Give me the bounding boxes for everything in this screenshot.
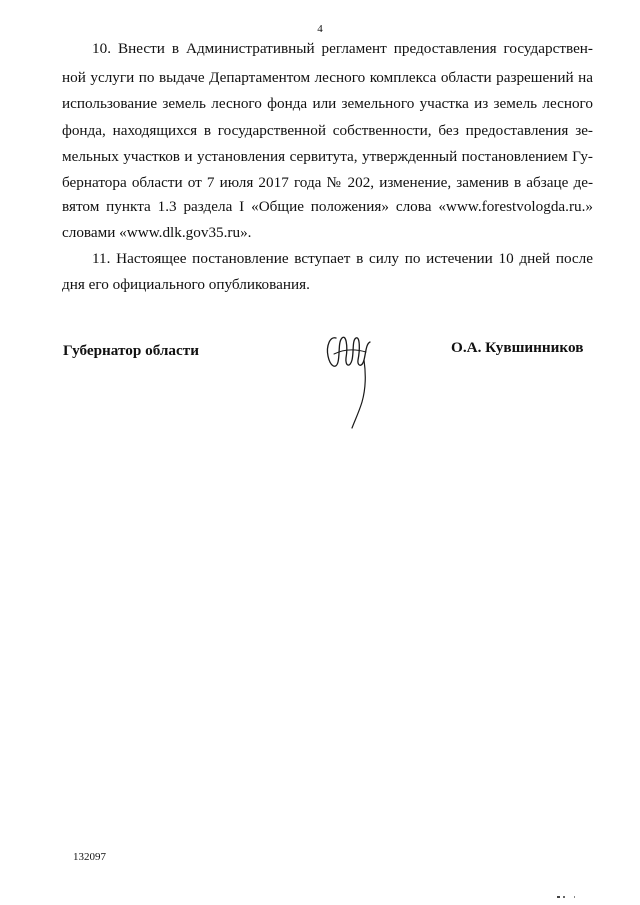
paragraph-line: 10. Внести в Административный регламент предоставления государствен- xyxy=(92,40,593,57)
signatory-name: О.А. Кувшинников xyxy=(451,339,584,356)
paragraph-line: дня его официального опубликования. xyxy=(62,276,310,293)
paragraph-line: фонда, находящихся в государственной собственности, без предоставления зе- xyxy=(62,122,593,139)
document-code: 132097 xyxy=(73,851,106,863)
paragraph-line: 11. Настоящее постановление вступает в силу по истечении 10 дней после xyxy=(92,250,593,267)
scan-artifact xyxy=(557,895,577,899)
paragraph-line: вятом пункта 1.3 раздела I «Общие положения» слова «www.forestvologda.ru.» xyxy=(62,198,593,215)
paragraph-line: словами «www.dlk.gov35.ru». xyxy=(62,224,252,241)
paragraph-line: бернатора области от 7 июля 2017 года № 202, изменение, заменив в абзаце де- xyxy=(62,174,593,191)
paragraph-line: использование земель лесного фонда или земельного участка из земель лесного xyxy=(62,95,593,112)
signatory-title: Губернатор области xyxy=(63,342,199,359)
paragraph-line: мельных участков и установления сервитута, утвержденный постановлением Гу- xyxy=(62,148,593,165)
paragraph-line: ной услуги по выдаче Департаментом лесного комплекса области разрешений на xyxy=(62,69,593,86)
page-number: 4 xyxy=(317,23,323,35)
handwritten-signature xyxy=(322,324,382,436)
